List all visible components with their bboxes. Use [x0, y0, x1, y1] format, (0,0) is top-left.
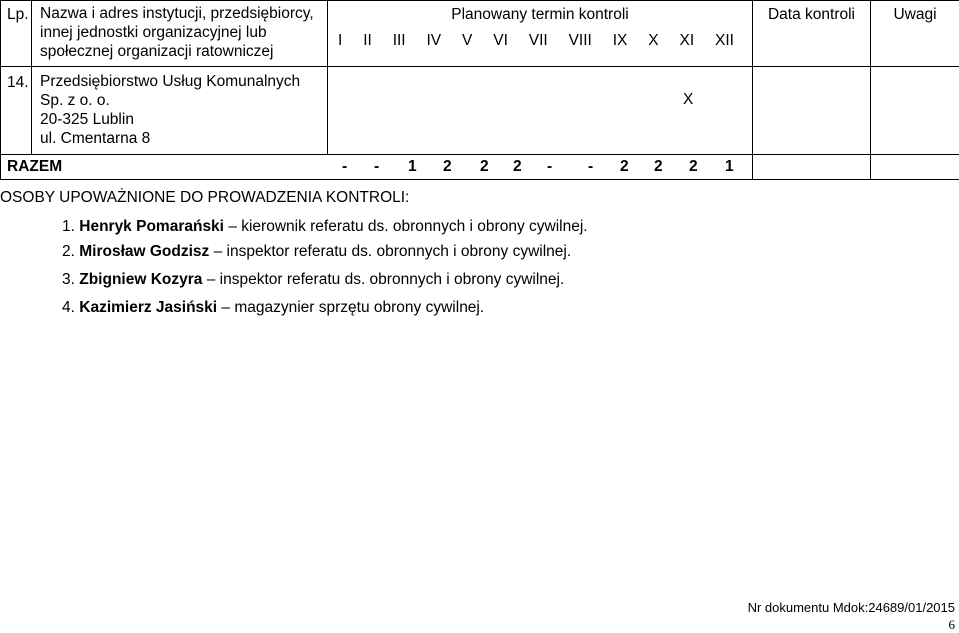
person-num: 1.: [62, 218, 75, 235]
month-header: II: [363, 32, 372, 50]
entry-row: [1, 67, 959, 155]
entry-schedule: [328, 67, 753, 155]
page-number: 6: [949, 617, 956, 633]
header-planned-label: Planowany termin kontroli: [328, 1, 752, 24]
total-notes: [871, 155, 959, 180]
month-header: IX: [613, 32, 628, 50]
header-name: Nazwa i adres instytucji, przedsiębiorcy, innej jednostki organizacyjnej lub społecznej organizacji ratowniczej: [32, 1, 328, 67]
person-name: Henryk Pomarański: [79, 218, 224, 235]
authorized-title: OSOBY UPOWAŻNIONE DO PROWADZENIA KONTROLI:: [0, 189, 409, 207]
header-row: [1, 1, 959, 67]
entry-name-line: Sp. z o. o.: [40, 91, 327, 110]
total-label: RAZEM: [7, 158, 62, 176]
total-value: -: [547, 158, 552, 176]
total-cell: [1, 155, 753, 180]
month-header: VIII: [569, 32, 592, 50]
month-header: III: [393, 32, 406, 50]
total-value: 2: [513, 158, 522, 176]
total-row: [1, 155, 959, 180]
person-role: – kierownik referatu ds. obronnych i obrony cywilnej.: [228, 218, 587, 235]
month-header: IV: [426, 32, 441, 50]
header-date: Data kontroli: [753, 1, 871, 67]
person-row: [62, 243, 571, 261]
entry-name: [32, 67, 328, 155]
total-value: -: [342, 158, 347, 176]
total-date: [753, 155, 871, 180]
entry-name-line: ul. Cmentarna 8: [40, 129, 327, 148]
person-num: 2.: [62, 243, 75, 260]
person-name: Zbigniew Kozyra: [79, 271, 202, 288]
total-value: -: [374, 158, 379, 176]
total-value: 2: [620, 158, 629, 176]
entry-name-line: Przedsiębiorstwo Usług Komunalnych: [40, 72, 327, 91]
person-row: [62, 271, 564, 289]
month-header: V: [462, 32, 472, 50]
person-row: [62, 218, 588, 236]
schedule-mark: X: [683, 91, 693, 109]
month-header: XI: [679, 32, 694, 50]
person-name: Kazimierz Jasiński: [79, 299, 217, 316]
month-header: VII: [529, 32, 548, 50]
total-value: 1: [408, 158, 417, 176]
header-planned: [328, 1, 753, 67]
entry-notes: [871, 67, 959, 155]
month-header: XII: [715, 32, 734, 50]
person-num: 3.: [62, 271, 75, 288]
total-value: -: [588, 158, 593, 176]
person-role: – inspektor referatu ds. obronnych i obrony cywilnej.: [207, 271, 565, 288]
control-plan-table: [0, 0, 959, 180]
person-name: Mirosław Godzisz: [79, 243, 209, 260]
total-value: 2: [689, 158, 698, 176]
person-row: [62, 299, 484, 317]
document-number: Nr dokumentu Mdok:24689/01/2015: [748, 600, 955, 615]
month-header: VI: [493, 32, 508, 50]
entry-name-line: 20-325 Lublin: [40, 110, 327, 129]
header-notes: Uwagi: [871, 1, 959, 67]
header-lp: Lp.: [1, 1, 32, 67]
month-header: X: [648, 32, 658, 50]
person-role: – magazynier sprzętu obrony cywilnej.: [221, 299, 484, 316]
entry-lp: 14.: [1, 67, 32, 155]
month-header: I: [338, 32, 342, 50]
total-value: 2: [654, 158, 663, 176]
total-value: 2: [480, 158, 489, 176]
entry-date: [753, 67, 871, 155]
person-role: – inspektor referatu ds. obronnych i obrony cywilnej.: [214, 243, 572, 260]
total-value: 2: [443, 158, 452, 176]
person-num: 4.: [62, 299, 75, 316]
total-value: 1: [725, 158, 734, 176]
month-headers: [328, 24, 752, 50]
